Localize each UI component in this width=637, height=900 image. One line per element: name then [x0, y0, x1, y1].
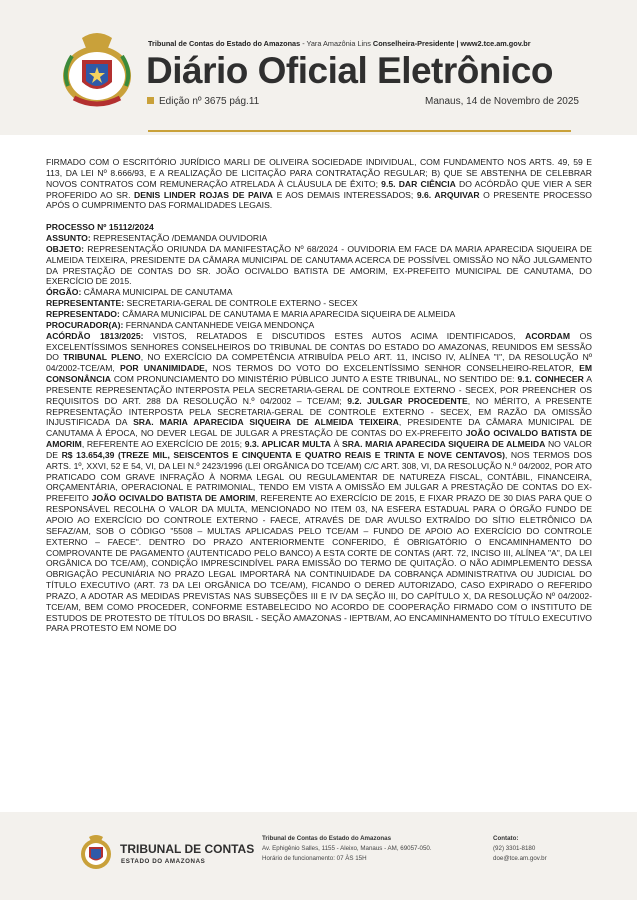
represented-line: REPRESENTADO: CÂMARA MUNICIPAL DE CANUTAMA E MARIA APARECIDA SIQUEIRA DE ALMEIDA: [46, 308, 456, 319]
header-divider: [148, 130, 571, 132]
ruling-paragraph: ACÓRDÃO 1813/2025: VISTOS, RELATADOS E DISCUTIDOS ESTES AUTOS ACIMA IDENTIFICADOS, ACORDAM OS EXCELENTÍSSIMOS SENHORES CONSELHEIROS DO TRIBUNAL DE CONTAS DO ESTADO DO AMAZONAS, REUNIDOS EM SESSÃO DO TRIBUNAL PLENO, NO EXERCÍCIO DA COMPETÊNCIA ATRIBUÍDA PELO ART. 11, INCISO IV, ALÍNEA "I", DA RESOLUÇÃO Nº 04/2002-TCE/AM, POR UNANIMIDADE, NOS TERMOS DO VOTO DO EXCELENTÍSSIMO SENHOR CONSELHEIRO-RELATOR, EM CONSONÂNCIA COM PRONUNCIAMENTO DO MINISTÉRIO PÚBLICO JUNTO A ESTE TRIBUNAL, NO SENTIDO DE: 9.1. CONHECER A PRESENTE REPRESENTAÇÃO INTERPOSTA PELA SECRETARIA-GERAL DE CONTROLE EXTERNO - SECEX, POR PREENCHER OS REQUISITOS DO ART. 288 DA RESOLUÇÃO N.º 04/2002 – TCE/AM; 9.2. JULGAR PROCEDENTE, NO MÉRITO, A PRESENTE REPRESENTAÇÃO INTERPOSTA PELA SECRETARIA-GERAL DE CONTROLE EXTERNO - SECEX, EM RAZÃO DA OMISSÃO INJUSTIFICADA DA SRA. MARIA APARECIDA SIQUEIRA DE ALMEIDA TEIXEIRA, PRESIDENTE DA CÂMARA MUNICIPAL DE CANUTAMA À ÉPOCA, NO DEVER LEGAL DE JULGAR A PRESTAÇÃO DE CONTAS DO EX-PREFEITO JOÃO OCIVALDO BATISTA DE AMORIM, REFERENTE AO EXERCÍCIO DE 2015; 9.3. APLICAR MULTA À SRA. MARIA APARECIDA SIQUEIRA DE ALMEIDA NO VALOR DE R$ 13.654,39 (TREZE MIL, SEISCENTOS E CINQUENTA E QUATRO REAIS E TRINTA E NOVE CENTAVOS), NOS TERMOS DOS ARTS. 1º, XXVI, 52 E 54, VI, DA LEI N.º 2423/1996 (LEI ORGÂNICA DO TCE/AM) C/C ART. 308, VI, DA RESOLUÇÃO N.º 04/2002, POR ATO PRATICADO COM GRAVE INFRAÇÃO À NORMA LEGAL OU REGULAMENTAR DE NATUREZA FISCAL, CONTÁBIL, FINANCEIRA, ORÇAMENTÁRIA, OPERACIONAL E PATRIMONIAL, TENDO EM VISTA A OMISSÃO EM JULGAR A PRESTAÇÃO DE CONTAS DO EX-PREFEITO JOÃO OCIVALDO BATISTA DE AMORIM, REFERENTE AO EXERCÍCIO DE 2015, E FIXAR PRAZO DE 30 DIAS PARA QUE O RESPONSÁVEL RECOLHA O VALOR DA MULTA, MENCIONADO NO ITEM 03, NA ESFERA ESTADUAL PARA O ÓRGÃO FUNDO DE APOIO AO EXERCÍCIO DO CONTROLE EXTERNO - FAECE, ATRAVÉS DE DAR AVULSO EXTRAÍDO DO SÍTIO ELETRÔNICO DA SEFAZ/AM, SOB O CÓDIGO "5508 – MULTAS APLICADAS PELO TCE/AM – FUNDO DE APOIO AO EXERCÍCIO DO CONTROLE EXTERNO – FAECE". DENTRO DO PRAZO ANTERIORMENTE CONFERIDO, É OBRIGATÓRIO O ENCAMINHAMENTO DO COMPROVANTE DE PAGAMENTO (AUTENTICADO PELO BANCO) A ESTA CORTE DE CONTAS (ART. 72, INCISO III, ALÍNEA "A", DA LEI ORGÂNICA DO TCE/AM), CONDIÇÃO IMPRESCINDÍVEL PARA EMISSÃO DO TERMO DE QUITAÇÃO. O NÃO ADIMPLEMENTO DESSA OBRIGAÇÃO PECUNIÁRIA NO PRAZO LEGAL IMPORTARÁ NA CONTINUIDADE DA COBRANÇA ADMINISTRATIVA OU JUDICIAL DO TÍTULO EXECUTIVO (ART. 73 DA LEI ORGÂNICA DO TCE/AM), FICANDO O DERED AUTORIZADO, CASO EXPIRADO O REFERIDO PRAZO, A ADOTAR AS MEDIDAS PREVISTAS NAS SUBSEÇÕES III E IV DA SEÇÃO III, DO CAPÍTULO X, DA RESOLUÇÃO Nº 04/2002-TCE/AM, BEM COMO PROCEDER, CONFORME ESTABELECIDO NO ACORDO DE COOPERAÇÃO FIRMADO COM O INSTITUTO DE ESTUDOS DE PROTESTO DE TÍTULOS DO BRASIL - SEÇÃO AMAZONAS - IEPTB/AM, AO ENCAMINHAMENTO DO TÍTULO EXECUTIVO PARA PROTESTO EM NOME DO: [46, 330, 593, 634]
page-title: Diário Oficial Eletrônico: [146, 50, 553, 91]
footer-brand-sub: ESTADO DO AMAZONAS: [121, 858, 206, 865]
footer-contact: Contato: (92) 3301-8180 doe@tce.am.gov.br: [493, 835, 547, 862]
object-line: OBJETO: REPRESENTAÇÃO ORIUNDA DA MANIFESTAÇÃO Nº 68/2024 - OUVIDORIA EM FACE DA MARIA APARECIDA SIQUEIRA DE ALMEIDA TEIXEIRA, PRESIDENTE DA CÂMARA MUNICIPAL DE CANUTAMA ACERCA DE POSSÍVEL OMISSÃO NO NÃO JULGAMENTO DA PRESTAÇÃO DE CONTAS DO SR. JOÃO OCIVALDO BATISTA DE AMORIM, EX-PREFEITO MUNICIPAL DE CANUTAMA, DO EXERCÍCIO DE 2015.: [46, 243, 592, 287]
location-date: Manaus, 14 de Novembro de 2025: [425, 96, 579, 107]
tce-seal-logo: [52, 26, 142, 111]
header-institution-line: Tribunal de Contas do Estado do Amazonas - Yara Amazônia Lins Conselheira-Presidente | www2.tce.am.gov.br: [148, 39, 531, 48]
organ-line: ÓRGÃO: CÂMARA MUNICIPAL DE CANUTAMA: [46, 287, 233, 298]
footer-email: doe@tce.am.gov.br: [493, 855, 547, 862]
prosecutor-line: PROCURADOR(A): FERNANDA CANTANHEDE VEIGA MENDONÇA: [46, 319, 315, 330]
process-number: PROCESSO Nº 15112/2024: [46, 222, 154, 233]
page-header: [0, 0, 637, 135]
representative-line: REPRESENTANTE: SECRETARIA-GERAL DE CONTROLE EXTERNO - SECEX: [46, 298, 358, 309]
footer-address: Tribunal de Contas do Estado do Amazonas Av. Ephigênio Salles, 1155 - Aleixo, Manaus - AM, 69057-050. Horário de funcionamento: 07 ÀS 15H: [262, 835, 432, 862]
document-body: [46, 157, 592, 634]
subject-line: ASSUNTO: REPRESENTAÇÃO /DEMANDA OUVIDORIA: [46, 233, 268, 244]
edition-info: Edição nº 3675 pág.11: [147, 96, 259, 107]
footer-brand: TRIBUNAL DE CONTAS: [120, 842, 255, 856]
footer-phone: (92) 3301-8180: [493, 845, 536, 852]
footer-seal-logo: [76, 832, 116, 872]
page-footer: [0, 812, 637, 900]
bullet-square-icon: [147, 97, 154, 104]
paragraph-continuation: FIRMADO COM O ESCRITÓRIO JURÍDICO MARLI DE OLIVEIRA SOCIEDADE INDIVIDUAL, COM FUNDAMENTO NOS ARTS. 49, 59 E 113, DA LEI Nº 8.666/93, E A REALIZAÇÃO DE LICITAÇÃO PARA CONTRATAÇÃO REGULAR; B) QUE SE ABSTENHA DE CELEBRAR NOVOS CONTRATOS COM REMUNERAÇÃO ATRELADA À CLÁUSULA DE ÊXITO; 9.5. DAR CIÊNCIA DO ACÓRDÃO QUE VIER A SER PROFERIDO AO SR. DENIS LINDER ROJAS DE PAIVA E AOS DEMAIS INTERESSADOS; 9.6. ARQUIVAR O PRESENTE PROCESSO APÓS O CUMPRIMENTO DAS FORMALIDADES LEGAIS.: [46, 157, 593, 211]
